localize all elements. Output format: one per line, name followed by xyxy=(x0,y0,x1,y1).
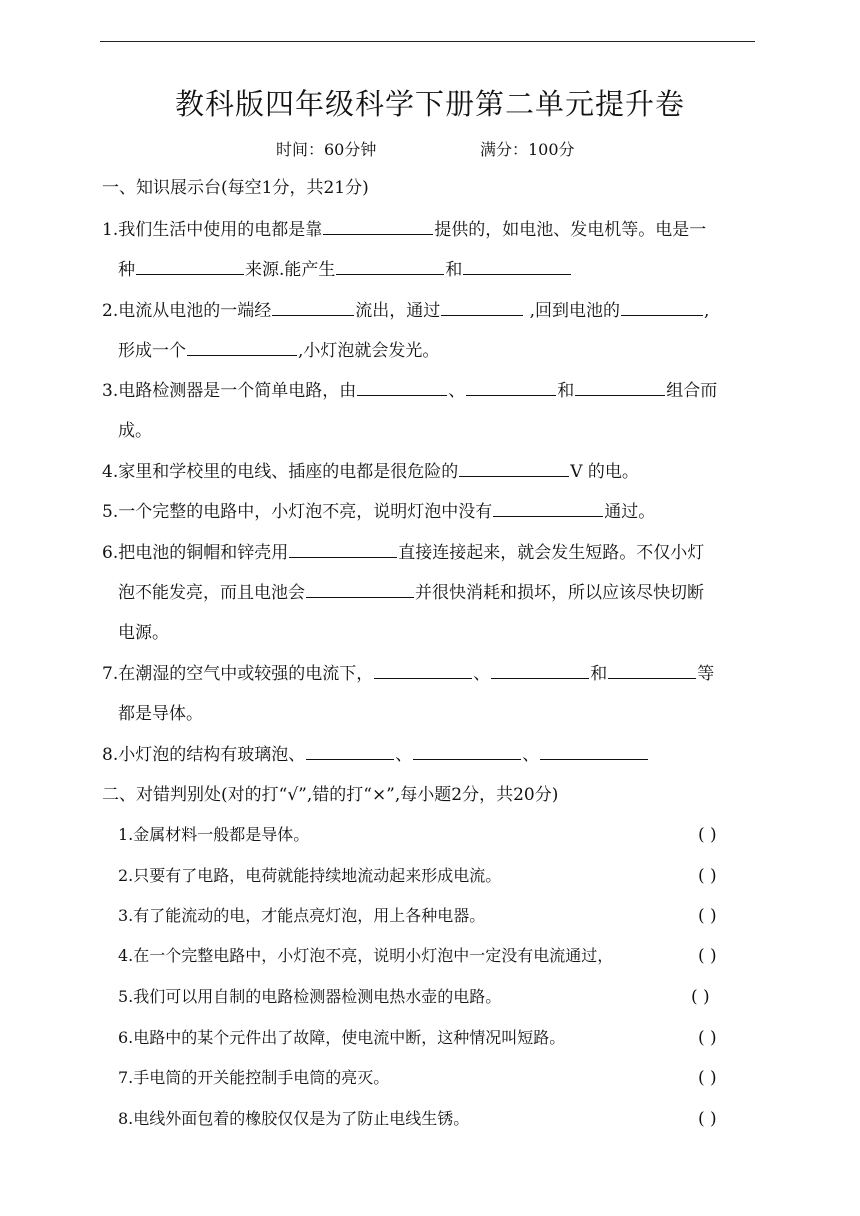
tf-item-8: 8.电线外面包着的橡胶仅仅是为了防止电线生锈。 xyxy=(118,1109,470,1128)
answer-blank[interactable] xyxy=(413,758,521,760)
q4-text-b: V 的电。 xyxy=(570,462,639,482)
page-title: 教科版四年级科学下册第二单元提升卷 xyxy=(174,87,685,121)
answer-paren-4[interactable]: ( ) xyxy=(698,946,717,966)
q2-text-c: ,回到电池的 xyxy=(524,301,621,321)
section1-heading: 一、知识展示台(每空1分，共21分) xyxy=(102,178,369,198)
tf-item-7: 7.手电筒的开关能控制手电筒的亮灭。 xyxy=(118,1068,390,1087)
answer-blank[interactable] xyxy=(463,273,571,275)
q1-text-d: 来源.能产生 xyxy=(245,260,336,280)
answer-paren-6[interactable]: ( ) xyxy=(698,1028,717,1048)
q3-text-c: 和 xyxy=(557,381,575,401)
question-7-line1 xyxy=(102,662,714,686)
answer-blank[interactable] xyxy=(136,273,244,275)
answer-blank[interactable] xyxy=(306,596,414,598)
question-6-line3: 电源。 xyxy=(118,623,169,643)
q2-text-b: 流出，通过 xyxy=(355,301,441,321)
q4-text-a: 4.家里和学校里的电线、插座的电都是很危险的 xyxy=(102,462,459,482)
tf-item-4: 4.在一个完整电路中，小灯泡不亮，说明小灯泡中一定没有电流通过， xyxy=(118,946,614,965)
answer-blank[interactable] xyxy=(336,273,444,275)
question-2-line1 xyxy=(102,299,709,323)
q2-text-a: 2.电流从电池的一端经 xyxy=(102,301,272,321)
answer-blank[interactable] xyxy=(459,475,569,477)
answer-paren-1[interactable]: ( ) xyxy=(698,825,717,845)
answer-blank[interactable] xyxy=(608,677,696,679)
q8-text-b: 、 xyxy=(395,745,413,765)
q2-text-f: ,小灯泡就会发光。 xyxy=(298,341,440,361)
tf-item-3: 3.有了能流动的电，才能点亮灯泡，用上各种电器。 xyxy=(118,906,486,925)
tf-item-1: 1.金属材料一般都是导体。 xyxy=(118,825,310,844)
q2-text-e: 形成一个 xyxy=(118,341,186,361)
answer-blank[interactable] xyxy=(289,556,397,558)
answer-blank[interactable] xyxy=(441,314,523,316)
question-6-line2 xyxy=(118,581,704,605)
q5-text-b: 通过。 xyxy=(604,502,656,522)
tf-item-2: 2.只要有了电路，电荷就能持续地流动起来形成电流。 xyxy=(118,866,502,885)
tf-item-6: 6.电路中的某个元件出了故障，使电流中断，这种情况叫短路。 xyxy=(118,1028,566,1047)
q7-text-c: 和 xyxy=(590,664,608,684)
q3-text-b: 、 xyxy=(448,381,466,401)
question-2-line2 xyxy=(118,339,439,363)
q5-text-a: 5.一个完整的电路中，小灯泡不亮，说明灯泡中没有 xyxy=(102,502,493,522)
time-label: 时间：60分钟 xyxy=(276,140,377,159)
answer-paren-7[interactable]: ( ) xyxy=(698,1068,717,1088)
q6-text-b: 直接连接起来，就会发生短路。不仅小灯 xyxy=(398,543,705,563)
question-1-line2 xyxy=(118,258,572,282)
q1-text-e: 和 xyxy=(445,260,463,280)
answer-blank[interactable] xyxy=(575,394,665,396)
score-label: 满分：100分 xyxy=(480,140,575,159)
answer-blank[interactable] xyxy=(493,515,603,517)
question-4 xyxy=(102,460,639,484)
q8-text-c: 、 xyxy=(522,745,540,765)
q6-text-a: 6.把电池的铜帽和锌壳用 xyxy=(102,543,289,563)
question-5 xyxy=(102,500,655,524)
q3-text-d: 组合而 xyxy=(666,381,718,401)
q7-text-a: 7.在潮湿的空气中或较强的电流下， xyxy=(102,664,374,684)
answer-paren-3[interactable]: ( ) xyxy=(698,906,717,926)
answer-blank[interactable] xyxy=(323,233,433,235)
answer-blank[interactable] xyxy=(187,354,297,356)
q2-text-d: , xyxy=(704,301,710,321)
q1-text-a: 1.我们生活中使用的电都是靠 xyxy=(102,220,323,240)
question-8 xyxy=(102,743,649,767)
q7-text-d: 等 xyxy=(697,664,715,684)
q7-text-b: 、 xyxy=(473,664,491,684)
answer-blank[interactable] xyxy=(374,677,472,679)
tf-item-5: 5.我们可以用自制的电路检测器检测电热水壶的电路。 xyxy=(118,987,502,1006)
answer-blank[interactable] xyxy=(357,394,447,396)
header-rule xyxy=(100,41,755,42)
question-6-line1 xyxy=(102,541,704,565)
question-7-line2: 都是导体。 xyxy=(118,704,203,724)
question-3-line1 xyxy=(102,379,717,403)
section2-heading: 二、对错判别处(对的打“√”,错的打“×”,每小题2分，共20分) xyxy=(102,785,559,805)
answer-blank[interactable] xyxy=(272,314,354,316)
q8-text-a: 8.小灯泡的结构有玻璃泡、 xyxy=(102,745,306,765)
q1-text-b: 提供的，如电池、发电机等。电是一 xyxy=(434,220,707,240)
answer-blank[interactable] xyxy=(621,314,703,316)
answer-paren-2[interactable]: ( ) xyxy=(698,866,717,886)
answer-paren-8[interactable]: ( ) xyxy=(698,1109,717,1129)
answer-paren-5[interactable]: ( ) xyxy=(691,987,710,1007)
answer-blank[interactable] xyxy=(306,758,394,760)
q6-text-c: 泡不能发亮，而且电池会 xyxy=(118,583,305,603)
answer-blank[interactable] xyxy=(466,394,556,396)
q1-text-c: 种 xyxy=(118,260,135,280)
question-1-line1 xyxy=(102,218,706,242)
answer-blank[interactable] xyxy=(491,677,589,679)
answer-blank[interactable] xyxy=(540,758,648,760)
q3-text-a: 3.电路检测器是一个简单电路，由 xyxy=(102,381,357,401)
q6-text-d: 并很快消耗和损坏，所以应该尽快切断 xyxy=(415,583,704,603)
question-3-line2: 成。 xyxy=(118,421,152,441)
